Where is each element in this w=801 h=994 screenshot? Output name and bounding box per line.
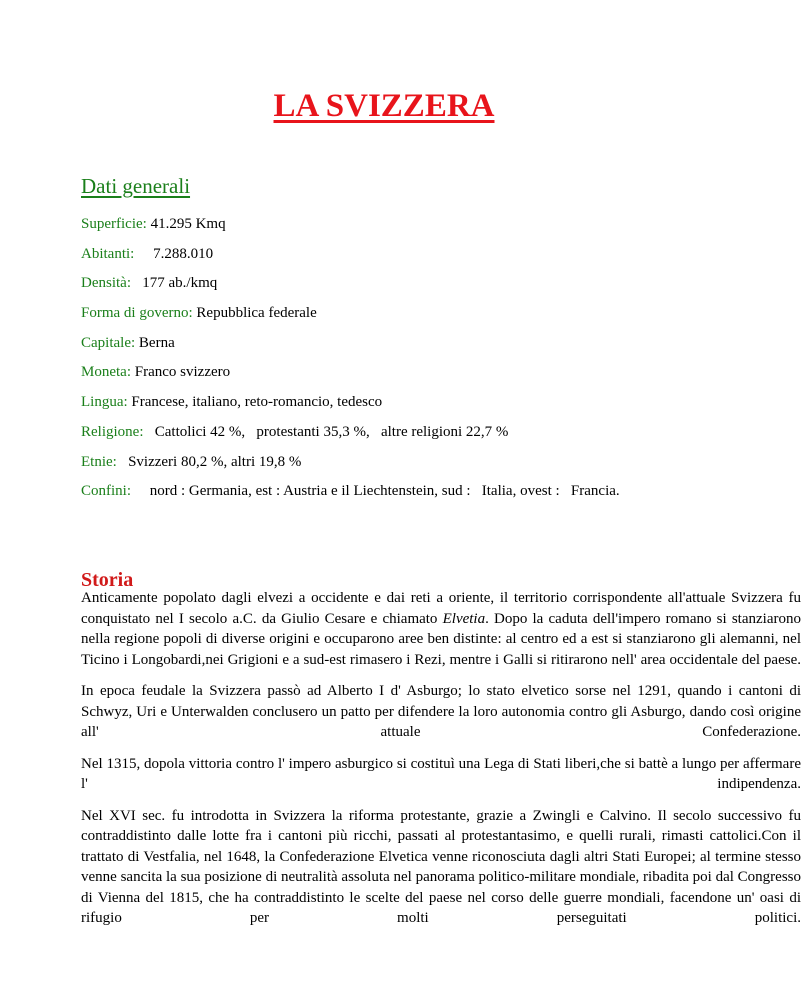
history-text-segment: Anticamente popolato dagli elvezi a occidente e dai reti a oriente, il territorio corrispondente all'attuale Svizzera fu conquistato nel I secolo a.C. da Giulio Cesare e chiamato [81, 590, 801, 627]
fact-label: Superficie: [81, 216, 147, 232]
fact-value: 177 ab./kmq [131, 275, 218, 292]
history-paragraph: Nel 1315, dopola vittoria contro l' impero asburgico si costituì una Lega di Stati liberi,che si battè a lungo per affermare l' indipendenza. [81, 755, 801, 792]
fact-label: Lingua: [81, 394, 128, 411]
fact-value: Francese, italiano, reto-romancio, tedesco [127, 394, 383, 411]
fact-label: Etnie: [81, 453, 117, 470]
fact-value: nord : Germania, est : Austria e il Liechtenstein, sud : Italia, ovest : Francia. [131, 483, 620, 500]
fact-label: Moneta: [81, 364, 131, 381]
fact-value: 7.288.010 [134, 245, 214, 262]
history-paragraph [81, 588, 801, 670]
fact-value: Cattolici 42 %, protestanti 35,3 %, altre religioni 22,7 % [143, 423, 509, 440]
fact-religione [81, 418, 620, 448]
section-heading-storia: Storia [81, 569, 134, 591]
history-text [81, 588, 801, 929]
fact-lingua [81, 388, 620, 418]
fact-value: Berna [135, 334, 175, 351]
page-title: LA SVIZZERA [273, 88, 495, 124]
history-emphasis: Elvetia [442, 610, 486, 627]
fact-label: Densità: [81, 275, 131, 292]
fact-value: Franco svizzero [131, 364, 231, 381]
fact-forma-di-governo [81, 299, 620, 329]
fact-densita [81, 269, 620, 299]
fact-etnie [81, 448, 620, 478]
fact-capitale [81, 329, 620, 359]
fact-label: Abitanti: [81, 245, 135, 262]
fact-label: Religione: [81, 423, 144, 440]
fact-value: Repubblica federale [192, 305, 317, 322]
fact-superficie [81, 210, 620, 240]
fact-label: Capitale: [81, 334, 136, 351]
fact-value: 41.295 Kmq [146, 216, 226, 232]
history-text-segment: . Dopo la caduta dell'impero romano si stanziarono nella regione popoli di diverse origini e occuparono aree ben distinte: al centro ed a est si stanziarono gli alemanni, nel Ticino i Longobardi,nei Grigioni e a sud-est rimasero i Rezi, mentre i Galli si ritirarono nell' area occidentale del paese. [81, 610, 801, 668]
history-paragraph: Nel XVI sec. fu introdotta in Svizzera la riforma protestante, grazie a Zwingli e Calvino. Il secolo successivo fu contraddistinto dalle lotte fra i cantoni più ricchi, passati al protestantasimo, e quelli rurali, rimasti cattolici.Con il trattato di Vestfalia, nel 1648, la Confederazione Elvetica venne riconosciuta dagli altri Stati Europei; al termine stesso venne sancita la sua posizione di neutralità assoluta nel panorama politico-militare mondiale, ribadita poi dal Congresso di Vienna del 1815, che ha contraddistinto le scelte del paese nel corso delle guerre mondiali, facendone un' oasi di rifugio per molti perseguitati politici. [81, 807, 801, 926]
section-heading-dati-generali: Dati generali [81, 174, 191, 198]
fact-label: Confini: [81, 483, 132, 500]
fact-label: Forma di governo: [81, 305, 193, 322]
history-paragraph: In epoca feudale la Svizzera passò ad Alberto I d' Asburgo; lo stato elvetico sorse nel 1291, quando i cantoni di Schwyz, Uri e Unterwalden conclusero un patto per difendere la loro autonomia contro gli Asburgo, dando così origine all' attuale Confederazione. [81, 683, 801, 740]
facts-list [81, 210, 620, 507]
fact-abitanti [81, 240, 620, 270]
fact-moneta [81, 358, 620, 388]
fact-confini [81, 477, 620, 507]
fact-value: Svizzeri 80,2 %, altri 19,8 % [116, 453, 302, 470]
